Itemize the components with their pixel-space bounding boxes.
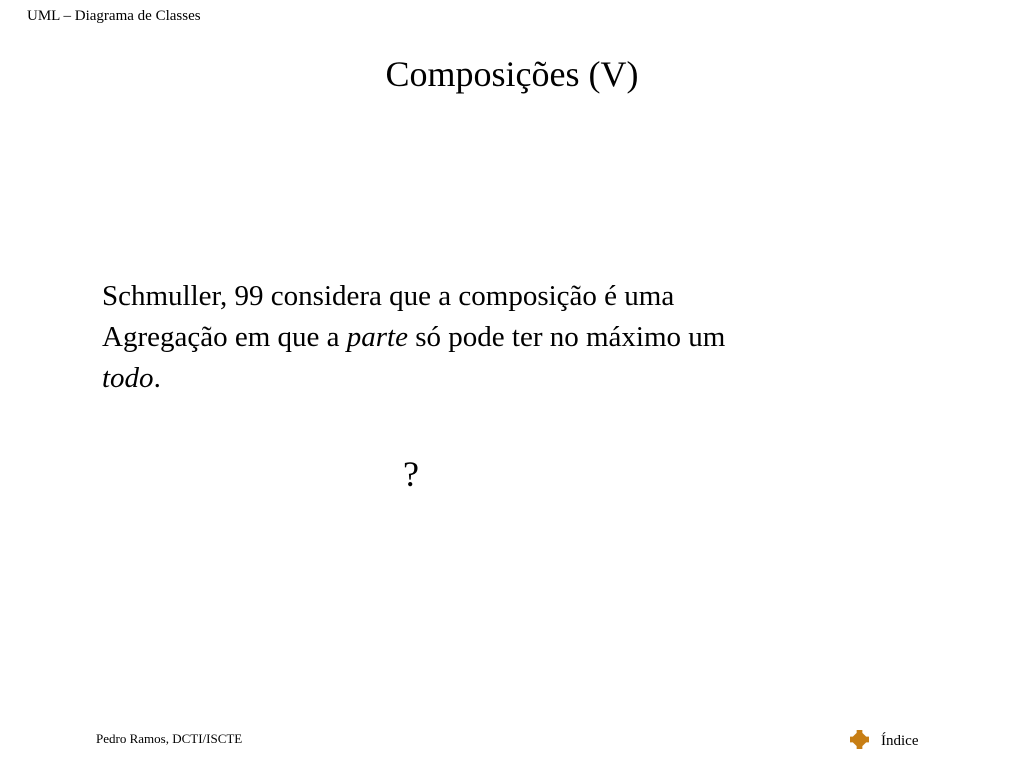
diamond-cross-icon[interactable] [850, 730, 869, 749]
footer-author: Pedro Ramos, DCTI/ISCTE [96, 731, 243, 746]
index-label[interactable]: Índice [881, 733, 919, 749]
body-line-3-period: . [153, 362, 161, 394]
body-line-2 [102, 317, 882, 358]
body-line-1: Schmuller, 99 considera que a composição é uma [102, 280, 675, 312]
slide-title: Composições (V) [385, 54, 639, 94]
body-emphasis-todo: todo [102, 362, 154, 394]
presentation-header: UML – Diagrama de Classes [27, 8, 201, 24]
body-line-2-text-before: Agregação em que a [102, 321, 347, 353]
body-line-2-text-after: só pode ter no máximo um [407, 321, 726, 353]
question-mark: ? [403, 454, 419, 494]
index-link[interactable] [850, 728, 918, 750]
body-line-3 [102, 358, 882, 399]
body-emphasis-parte: parte [346, 321, 408, 353]
slide-body-text [102, 276, 882, 399]
